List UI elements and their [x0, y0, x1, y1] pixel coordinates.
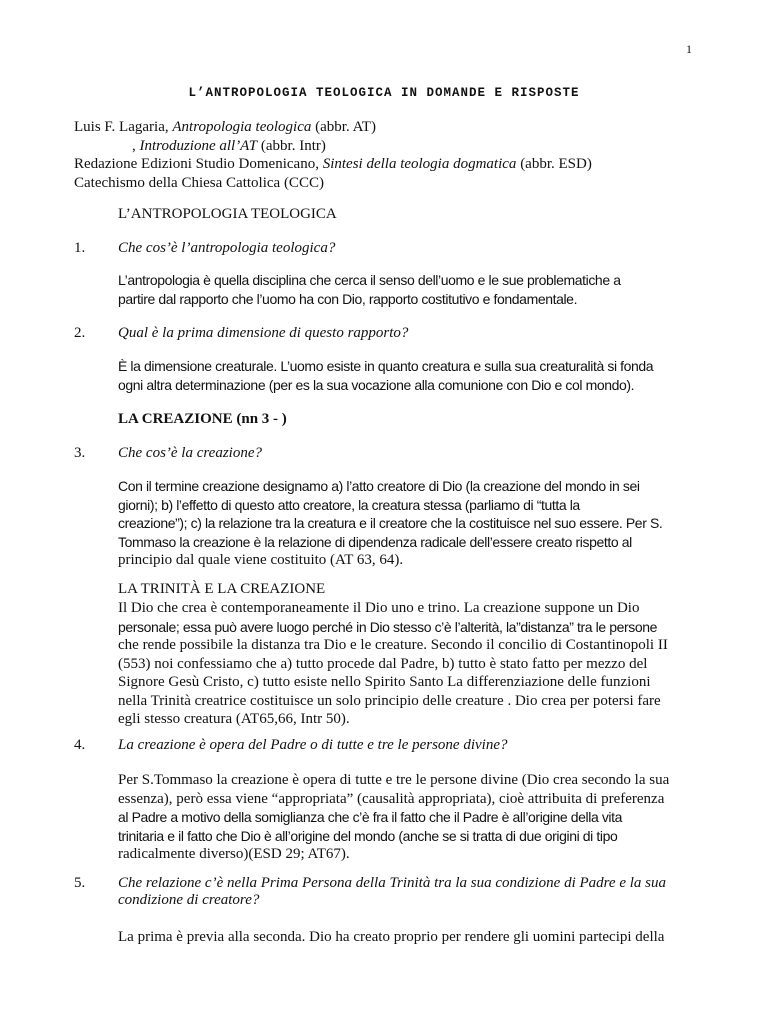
source-line: , Introduzione all’AT (abbr. Intr) [132, 138, 326, 154]
question-number: 2. [74, 325, 86, 341]
source-line: Redazione Edizioni Studio Domenicano, Sintesi della teologia dogmatica (abbr. ESD) [74, 156, 592, 172]
question-text: Che relazione c’è nella Prima Persona della Trinità tra la sua condizione di Padre e la sua condizione di creatore? [118, 875, 667, 908]
question-number: 1. [74, 240, 86, 256]
page-number: 1 [686, 42, 692, 56]
subsection-heading: LA TRINITÀ E LA CREAZIONE [118, 581, 326, 597]
question-number: 3. [74, 445, 86, 461]
section-heading: L’ANTROPOLOGIA TEOLOGICA [118, 206, 337, 222]
answer-paragraph: Per S.Tommaso la creazione è opera di tutte e tre le persone divine (Dio crea secondo la sua essenza), però essa viene “appropriata” (causalità appropriata), cioè attribuita di preferenza al Padre a motivo della somiglianza che c’è fra il fatto che il Padre è all’origine della vita trinitaria e il fatto che Dio è all’origine del mondo (anche se si tratta di due origini di tipo radicalmente diverso)(ESD 29; AT67). [118, 772, 670, 862]
question-text: Che cos’è l’antropologia teologica? [118, 240, 336, 256]
question-number: 4. [74, 737, 86, 753]
answer-paragraph: Con il termine creazione designamo a) l’atto creatore di Dio (la creazione del mondo in sei giorni); b) l’effetto di questo atto creatore, la creatura stessa (parliamo di “tutta la creazione”); c) la relazione tra la creatura e il creatore che la costituisce nel suo essere. Per S. Tommaso la creazione è la relazione di dipendenza radicale dell’essere creato rispetto al principio dal quale viene costituito (AT 63, 64). [118, 478, 663, 568]
trinity-paragraph: Il Dio che crea è contemporaneamente il Dio uno e trino. La creazione suppone un Dio personale; essa può avere luogo perché in Dio stesso c’è l’alterità, la”distanza” tra le persone che rende possibile la distanza tra Dio e le creature. Secondo il concilio di Costantinopoli II (553) noi confessiamo che a) tutto procede dal Padre, b) tutto è stato fatto per mezzo del Signore Gesù Cristo, c) tutto esiste nello Spirito Santo La differenziazione delle funzioni nella Trinità creatrice costituisce un solo principio delle creature . Dio crea per potersi fare egli stesso creatura (AT65,66, Intr 50). [118, 600, 668, 727]
question-text: Che cos’è la creazione? [118, 445, 262, 461]
question-number: 5. [74, 875, 86, 891]
document-title: L’ANTROPOLOGIA TEOLOGICA IN DOMANDE E RISPOSTE [188, 86, 580, 100]
question-text: La creazione è opera del Padre o di tutte e tre le persone divine? [118, 737, 508, 753]
answer-paragraph: L’antropologia è quella disciplina che cerca il senso dell’uomo e le sue problematiche a partire dal rapporto che l’uomo ha con Dio, rapporto costitutivo e fondamentale. [118, 272, 621, 307]
answer-paragraph: La prima è previa alla seconda. Dio ha creato proprio per rendere gli uomini partecipi della [118, 929, 665, 945]
source-line: Catechismo della Chiesa Cattolica (CCC) [74, 175, 324, 191]
section-heading: LA CREAZIONE (nn 3 - ) [118, 411, 287, 427]
answer-paragraph: È la dimensione creaturale. L’uomo esiste in quanto creatura e sulla sua creaturalità si fonda ogni altra determinazione (per es la sua vocazione alla comunione con Dio e col mondo). [118, 358, 654, 393]
source-line: Luis F. Lagaria, Antropologia teologica (abbr. AT) [74, 119, 376, 135]
question-text: Qual è la prima dimensione di questo rapporto? [118, 325, 409, 341]
